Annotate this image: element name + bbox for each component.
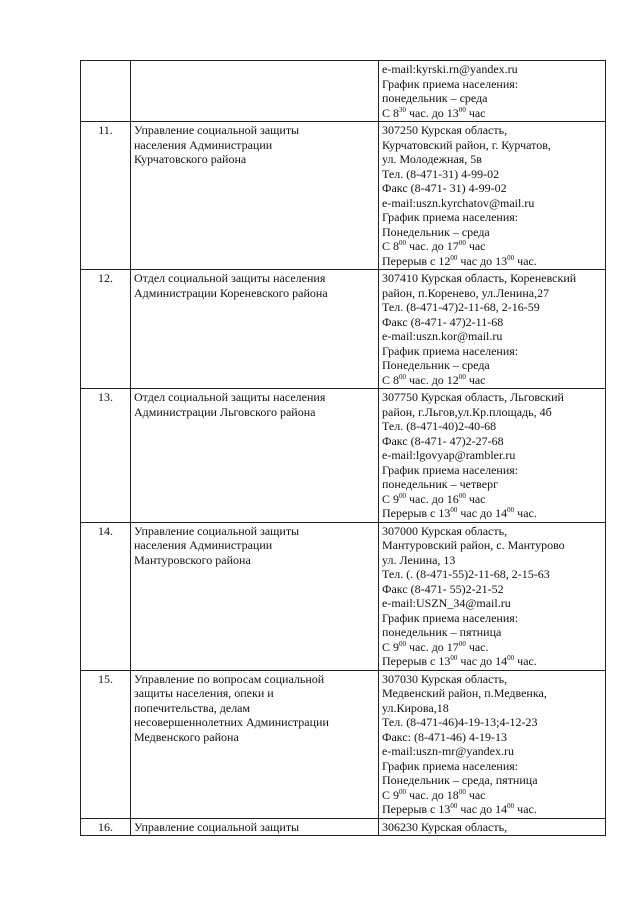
contact-line: График приема населения: (382, 758, 519, 773)
contact-line: e-mail:kyrski.rn@yandex.ru (382, 62, 518, 76)
contact-line: 307410 Курская область, Кореневский (382, 271, 577, 285)
table-row (81, 670, 606, 818)
contact-line: График приема населения: (382, 210, 519, 224)
hours-superscript: 00 (507, 253, 515, 262)
organization-name (131, 670, 379, 818)
contact-line: Понедельник – среда (382, 224, 490, 239)
contact-details (379, 61, 606, 122)
contact-line: 307030 Курская область, (382, 671, 508, 686)
hours-text: Перерыв с 13 (382, 506, 451, 520)
organization-name-line: Администрации Льговского района (134, 404, 316, 419)
hours-superscript: 00 (399, 239, 407, 247)
table-row (81, 270, 606, 389)
hours-text: час. до 18 (406, 787, 459, 802)
schedule-hours-line (382, 254, 602, 269)
hours-text: С 9 (382, 491, 400, 506)
contact-details (379, 389, 606, 523)
contact-line: ул. Молодежная, 5в (382, 152, 482, 166)
contact-line: Тел. (. (8-471-55)2-11-68, 2-15-63 (382, 567, 550, 581)
hours-text: час до 14 (457, 506, 508, 520)
row-number (81, 61, 131, 122)
organization-name-line: попечительства, делам (134, 700, 251, 715)
contact-line: e-mail:uszn.kor@mail.ru (382, 329, 503, 343)
organization-name (131, 61, 379, 122)
contacts-table (80, 60, 606, 836)
schedule-hours-line (382, 654, 602, 669)
hours-text: час. до 17 (406, 639, 459, 654)
contact-line: 307750 Курская область, Льговский (382, 390, 564, 404)
contact-line: e-mail:uszn-mr@yandex.ru (382, 744, 515, 758)
hours-superscript: 00 (458, 372, 466, 381)
hours-text: час (465, 491, 486, 506)
table-body (81, 61, 606, 836)
contact-line: e-mail:USZN_34@mail.ru (382, 596, 511, 610)
contact-line: 307000 Курская область, (382, 523, 508, 538)
hours-text: С 8 (382, 372, 400, 387)
hours-superscript: 00 (450, 802, 458, 810)
organization-name-line: Отдел социальной защиты населения (134, 390, 326, 404)
contact-line: район, п.Коренево, ул.Ленина,27 (382, 285, 550, 300)
organization-name-line: Администрации Кореневского района (134, 285, 328, 300)
hours-text: С 8 (382, 239, 400, 253)
hours-text: час (465, 372, 486, 387)
hours-text: С 8 (382, 105, 400, 120)
hours-superscript: 00 (450, 654, 458, 662)
hours-text: час. до 17 (406, 239, 459, 253)
table-row (81, 61, 606, 122)
contact-line: e-mail:uszn.kyrchatov@mail.ru (382, 195, 535, 210)
table-row (81, 389, 606, 523)
hours-text: Перерыв с 13 (382, 802, 451, 816)
contact-line: ул. Ленина, 13 (382, 552, 456, 567)
schedule-hours-line (382, 373, 602, 388)
hours-text: час. до 16 (406, 491, 459, 506)
contact-line: Тел. (8-471-40)2-40-68 (382, 419, 497, 433)
contact-line: Тел. (8-471-31) 4-99-02 (382, 166, 500, 181)
organization-name-line: населения Администрации (134, 137, 273, 152)
hours-text: Перерыв с 12 (382, 253, 451, 268)
organization-name-line: Управление социальной защиты (134, 819, 300, 834)
organization-name (131, 818, 379, 836)
contact-details (379, 270, 606, 389)
contact-line: Курчатовский район, г. Курчатов, (382, 137, 551, 152)
hours-superscript: 00 (399, 639, 407, 648)
hours-text: час (465, 787, 486, 802)
hours-superscript: 00 (399, 491, 407, 500)
contact-line: Понедельник – среда, пятница (382, 773, 538, 787)
hours-text: час до 13 (457, 253, 508, 268)
contact-line: 306230 Курская область, (382, 819, 508, 834)
organization-name (131, 389, 379, 523)
hours-superscript: 00 (399, 787, 407, 796)
contact-line: Тел. (8-471-47)2-11-68, 2-16-59 (382, 300, 540, 314)
contact-details (379, 122, 606, 270)
organization-name-line: Управление социальной защиты (134, 123, 300, 137)
table-row (81, 122, 606, 270)
hours-text: час (465, 105, 486, 120)
contact-line: График приема населения: (382, 610, 519, 625)
contact-details (379, 670, 606, 818)
hours-superscript: 00 (450, 253, 458, 262)
hours-superscript: 00 (507, 802, 515, 810)
contact-line: Мантуровский район, с. Мантурово (382, 538, 565, 552)
contact-line: График приема населения: (382, 343, 519, 358)
row-number: 13. (81, 389, 131, 523)
contact-details (379, 818, 606, 836)
hours-text: час. (514, 253, 537, 268)
hours-text: час. (465, 639, 489, 654)
contact-line: Факс (8-471- 55)2-21-52 (382, 581, 504, 596)
hours-superscript: 00 (458, 105, 466, 114)
contact-details (379, 522, 606, 670)
organization-name (131, 122, 379, 270)
organization-name-line: населения Администрации (134, 538, 273, 552)
organization-name-line: Мантуровского района (134, 552, 251, 567)
hours-text: час до 14 (457, 802, 508, 816)
organization-name-line: Курчатовского района (134, 152, 247, 166)
hours-text: час. (514, 802, 537, 816)
contact-line: понедельник – четверг (382, 477, 499, 491)
contact-line: 307250 Курская область, (382, 123, 508, 137)
organization-name-line: Управление по вопросам социальной (134, 671, 325, 686)
schedule-hours-line (382, 492, 602, 507)
row-number: 15. (81, 670, 131, 818)
schedule-hours-line (382, 239, 602, 254)
hours-text: Перерыв с 13 (382, 654, 451, 668)
contact-line: ул.Кирова,18 (382, 700, 449, 715)
hours-superscript: 00 (507, 654, 515, 662)
row-number: 11. (81, 122, 131, 270)
hours-text: час до 14 (457, 654, 508, 668)
hours-superscript: 00 (458, 787, 466, 796)
organization-name (131, 270, 379, 389)
schedule-hours-line (382, 640, 602, 655)
schedule-hours-line (382, 106, 602, 121)
row-number: 12. (81, 270, 131, 389)
hours-text: час (465, 239, 486, 253)
row-number: 14. (81, 522, 131, 670)
table-row (81, 818, 606, 836)
contact-line: Факс (8-471- 31) 4-99-02 (382, 181, 507, 195)
contact-line: Понедельник – среда (382, 358, 490, 372)
schedule-hours-line (382, 788, 602, 803)
hours-text: час. (514, 506, 537, 520)
hours-text: час. до 12 (406, 372, 459, 387)
organization-name-line: несовершеннолетних Администрации (134, 715, 329, 729)
organization-name-line: Медвенского района (134, 729, 239, 744)
contact-line: График приема населения: (382, 76, 519, 91)
hours-superscript: 30 (399, 105, 407, 114)
schedule-hours-line (382, 506, 602, 521)
contact-line: Медвенский район, п.Медвенка, (382, 686, 547, 700)
hours-superscript: 00 (458, 491, 466, 500)
hours-text: С 9 (382, 639, 400, 654)
hours-superscript: 00 (458, 639, 466, 648)
contact-line: График приема населения: (382, 462, 519, 477)
hours-superscript: 00 (458, 239, 466, 247)
hours-superscript: 00 (399, 372, 407, 381)
organization-name-line: защиты населения, опеки и (134, 686, 274, 700)
hours-superscript: 00 (450, 506, 458, 514)
organization-name-line: Отдел социальной защиты населения (134, 271, 326, 285)
hours-text: С 9 (382, 787, 400, 802)
contact-line: понедельник – среда (382, 91, 488, 105)
contact-line: понедельник – пятница (382, 625, 502, 639)
contact-line: e-mail:lgovyap@rambler.ru (382, 448, 516, 462)
hours-text: час. до 13 (406, 105, 459, 120)
schedule-hours-line (382, 802, 602, 817)
contact-line: Факс (8-471- 47)2-11-68 (382, 314, 504, 329)
hours-superscript: 00 (507, 506, 515, 514)
contact-line: Тел. (8-471-46)4-19-13;4-12-23 (382, 715, 538, 729)
contact-line: Факс: (8-471-46) 4-19-13 (382, 729, 507, 744)
row-number: 16. (81, 818, 131, 836)
contact-line: Факс (8-471- 47)2-27-68 (382, 433, 504, 448)
organization-name-line: Управление социальной защиты (134, 523, 300, 538)
table-row (81, 522, 606, 670)
hours-text: час. (514, 654, 537, 668)
contact-line: район, г.Льгов,ул.Кр.площадь, 4б (382, 404, 552, 419)
organization-name (131, 522, 379, 670)
